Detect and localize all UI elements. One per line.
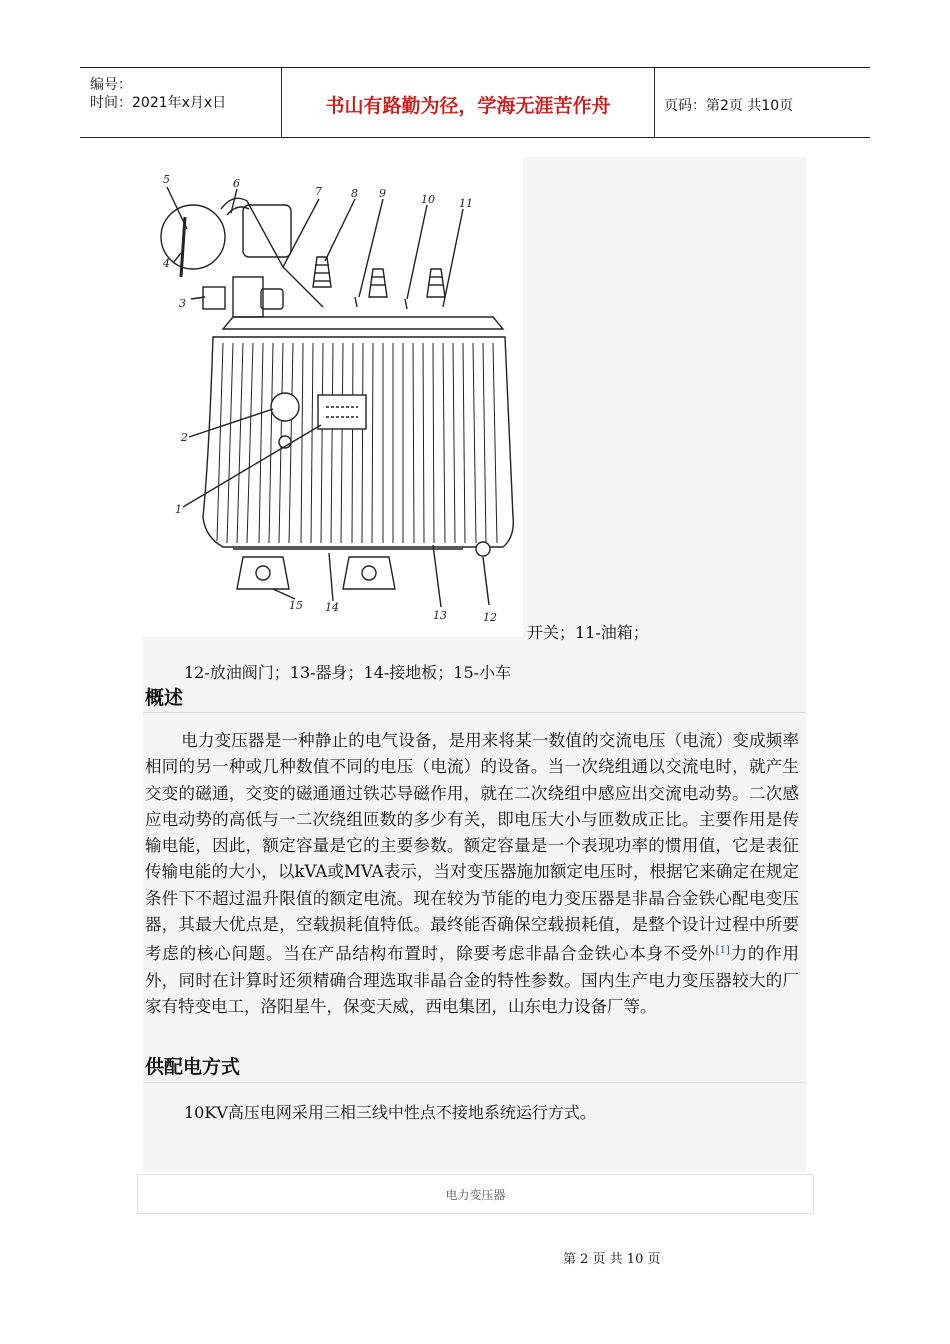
conservator-tank-end	[161, 205, 225, 269]
gas-relay	[261, 289, 283, 309]
trolley-left	[237, 557, 289, 589]
overview-divider	[143, 712, 806, 713]
reference-link[interactable]: [1]	[715, 945, 730, 957]
footer-label-box	[137, 1174, 814, 1214]
supply-divider	[143, 1082, 806, 1083]
callout-7: 7	[315, 185, 322, 198]
figure-caption-line-2: 12-放油阀门；13-器身；14-接地板；15-小车	[184, 663, 512, 682]
tank-lid	[223, 317, 503, 329]
page-number: 第 2 页 共 10 页	[563, 1252, 661, 1267]
trolley-right	[343, 557, 395, 589]
callout-1: 1	[175, 503, 182, 516]
overview-heading: 概述	[145, 687, 184, 709]
transformer-figure	[143, 157, 523, 637]
doc-code-label: 编号：	[90, 77, 132, 93]
conservator-body	[243, 205, 291, 257]
callout-13: 13	[433, 609, 447, 622]
bushing-1	[313, 257, 331, 287]
callout-5: 5	[163, 173, 170, 186]
transformer-drawing	[143, 157, 523, 637]
callout-11: 11	[459, 197, 473, 210]
bushing-2	[369, 269, 387, 297]
figure-caption-tail: 开关；11-油箱；	[527, 623, 649, 642]
thermometer-dial	[271, 393, 299, 421]
drain-valve	[476, 542, 490, 556]
header-meta-cell	[80, 68, 281, 137]
document-header	[80, 67, 870, 138]
footer-label: 电力变压器	[445, 1188, 506, 1202]
overview-paragraph	[145, 728, 799, 1020]
nameplate	[318, 395, 366, 429]
header-motto-cell	[281, 68, 655, 137]
callout-3: 3	[179, 297, 186, 310]
callout-10: 10	[421, 193, 435, 206]
bushing-3	[427, 269, 445, 297]
gas-pipe	[221, 198, 323, 307]
overview-text-part-a: 电力变压器是一种静止的电气设备，是用来将某一数值的交流电压（电流）变成频率相同的另一种或几种数值不同的电压（电流）的设备。当一次绕组通以交流电时，就产生交变的磁通，交变的磁通通过铁芯导磁作用，就在二次绕组中感应出交流电动势。二次感应电动势的高低与一二次绕组匝数的多少有关，即电压大小与匝数成正比。主要作用是传输电能，因此，额定容量是它的主要参数。额定容量是一个表现功率的惯用值，它是表征传输电能的大小，以kVA或MVA表示，当对变压器施加额定电压时，根据它来确定在规定条件下不超过温升限值的额定电流。现在较为节能的电力变压器是非晶合金铁心配电变压器，其最大优点是，空载损耗值特低。最终能否确保空载损耗值，是整个设计过程中所要考虑的核心问题。当在产品结构布置时，除要考虑非晶合金铁心本身不受外	[145, 731, 799, 964]
callout-9: 9	[379, 187, 386, 200]
supply-heading: 供配电方式	[145, 1056, 241, 1078]
doc-time-label: 时间：2021年x月x日	[90, 95, 227, 111]
callout-12: 12	[483, 611, 497, 624]
header-page-cell	[654, 68, 870, 137]
overview-text-part-b: 力的作用外，同时在计算时还须精确合理选取非晶合金的特性参数。国内生产电力变压器较大的厂家有特变电工，洛阳星牛，保变天威，西电集团，山东电力设备厂等。	[145, 944, 800, 1016]
support-bracket	[233, 277, 263, 317]
page-label: 页码：第2页 共10页	[664, 98, 794, 114]
supply-paragraph: 10KV高压电网采用三相三线中性点不接地系统运行方式。	[184, 1103, 596, 1122]
callout-4: 4	[163, 257, 170, 270]
callout-6: 6	[233, 177, 240, 190]
callout-8: 8	[351, 187, 358, 200]
callout-2: 2	[181, 431, 188, 444]
breather-unit	[203, 287, 225, 309]
callout-14: 14	[325, 601, 339, 614]
callout-15: 15	[289, 599, 303, 612]
motto-text: 书山有路勤为径，学海无涯苦作舟	[325, 95, 611, 117]
